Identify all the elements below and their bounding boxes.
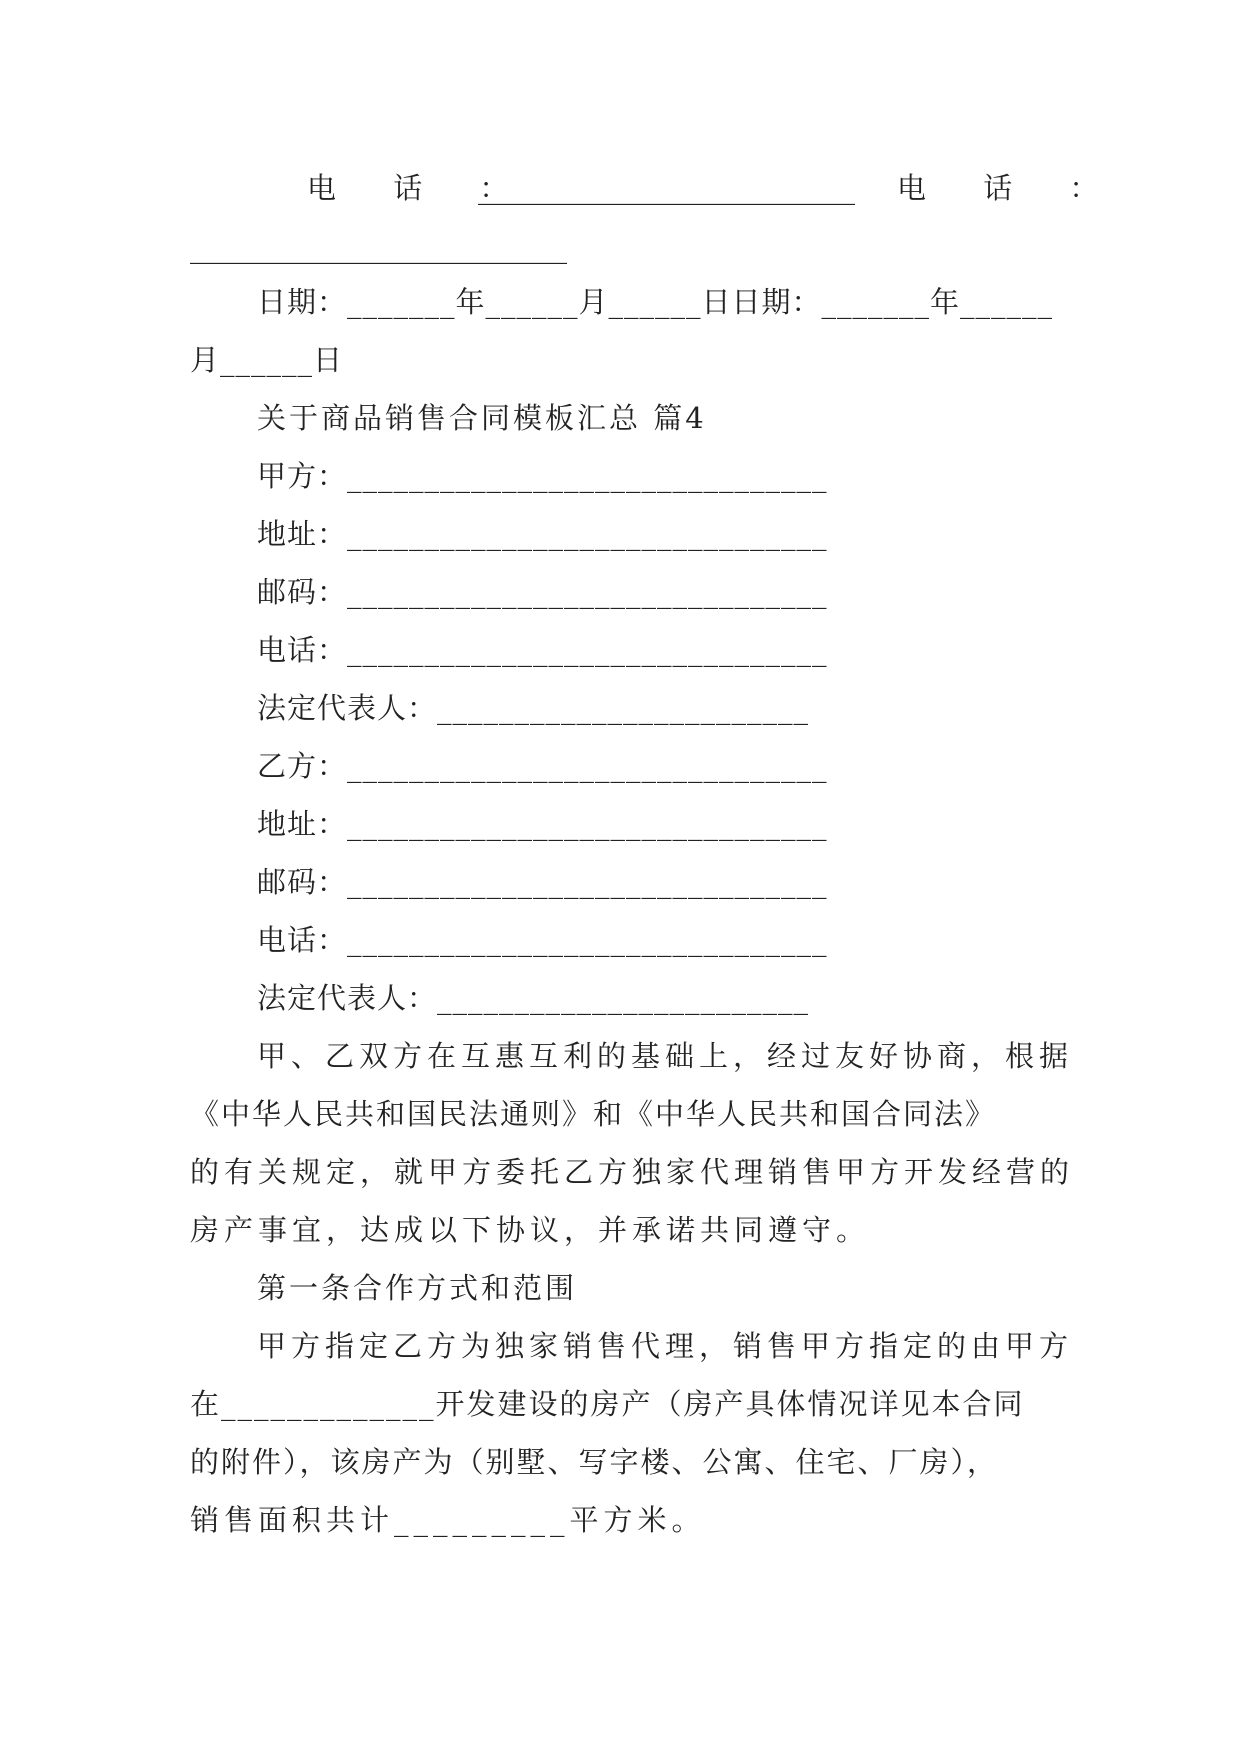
preamble-line-4: 房产事宜，达成以下协议，并承诺共同遵守。 xyxy=(190,1213,871,1247)
party-a-postcode-field: 邮码：_______________________________ xyxy=(257,575,828,609)
party-a-address-field: 地址：_______________________________ xyxy=(257,517,828,551)
party-b-postcode-field: 邮码：_______________________________ xyxy=(257,865,828,899)
party-b-legal-rep-field: 法定代表人：________________________ xyxy=(257,981,810,1015)
article-1-line-3: 的附件），该房产为（别墅、写字楼、公寓、住宅、厂房）， xyxy=(190,1445,999,1479)
phone-label-right: 电 话 ： xyxy=(897,171,1123,205)
party-a-phone-field: 电话：_______________________________ xyxy=(257,633,828,667)
party-a-legal-rep-field: 法定代表人：________________________ xyxy=(257,691,810,725)
article-1-heading: 第一条合作方式和范围 xyxy=(257,1271,578,1305)
date-line-continued: 月______日 xyxy=(190,343,344,377)
preamble-line-2: 《中华人民共和国民法通则》和《中华人民共和国合同法》 xyxy=(190,1097,997,1131)
preamble-line-1: 甲、乙双方在互惠互利的基础上，经过友好协商，根据 xyxy=(257,1039,1074,1073)
party-b-address-field: 地址：_______________________________ xyxy=(257,807,828,841)
preamble-line-3: 的有关规定，就甲方委托乙方独家代理销售甲方开发经营的 xyxy=(190,1155,1075,1189)
party-b-field: 乙方：_______________________________ xyxy=(257,749,828,783)
party-a-field: 甲方：_______________________________ xyxy=(257,459,828,493)
party-b-phone-field: 电话：_______________________________ xyxy=(257,923,828,957)
article-1-line-4: 销售面积共计_________平方米。 xyxy=(190,1503,706,1537)
date-line: 日期：_______年______月______日日期：_______年______ xyxy=(257,285,1054,319)
article-1-line-2: 在_____________开发建设的房产（房产具体情况详见本合同 xyxy=(190,1387,1025,1421)
phone-blank-left: __________________________ xyxy=(478,171,855,205)
phone-label-left: 电 话 ： xyxy=(307,171,533,205)
section-title: 关于商品销售合同模板汇总 篇4 xyxy=(257,401,707,435)
article-1-line-1: 甲方指定乙方为独家销售代理，销售甲方指定的由甲方 xyxy=(257,1329,1074,1363)
phone-blank-right: __________________________ xyxy=(190,230,567,264)
